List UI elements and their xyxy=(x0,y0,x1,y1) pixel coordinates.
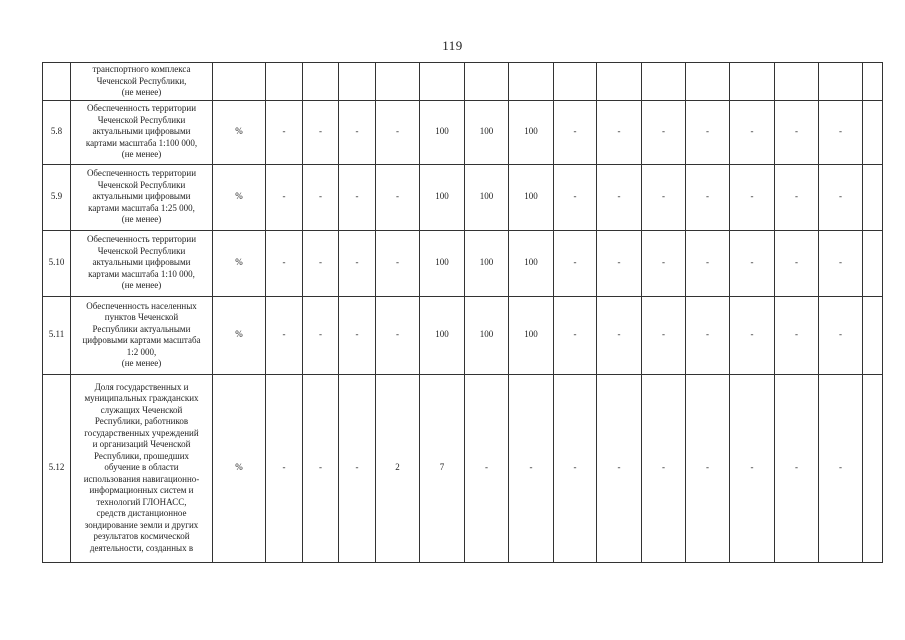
unit-cell: % xyxy=(213,296,266,374)
value-cell: - xyxy=(303,374,339,562)
value-cell: - xyxy=(554,230,597,296)
value-cell: - xyxy=(376,296,420,374)
row-number-cell: 5.10 xyxy=(43,230,71,296)
table-row xyxy=(43,230,883,296)
value-cell: - xyxy=(819,100,863,164)
value-cell: - xyxy=(597,374,642,562)
value-cell xyxy=(376,63,420,101)
value-cell: - xyxy=(819,230,863,296)
value-cell: 7 xyxy=(420,374,465,562)
unit-cell: % xyxy=(213,100,266,164)
table-row xyxy=(43,296,883,374)
value-cell: - xyxy=(642,296,686,374)
value-cell xyxy=(554,63,597,101)
value-cell xyxy=(339,63,376,101)
value-cell xyxy=(775,63,819,101)
row-number-cell: 5.12 xyxy=(43,374,71,562)
value-cell xyxy=(597,63,642,101)
value-cell: 100 xyxy=(465,230,509,296)
value-cell xyxy=(420,63,465,101)
value-cell: - xyxy=(775,374,819,562)
value-cell: - xyxy=(775,230,819,296)
value-cell xyxy=(863,100,883,164)
value-cell: - xyxy=(686,164,730,230)
value-cell: - xyxy=(642,374,686,562)
indicator-name-cell: Доля государственных и муниципальных гражданских служащих Чеченской Республики, работников государственных учреждений и организаций Чеченской Республики, прошедших обучение в области использования навигационно- информационных систем и технологий ГЛОНАСС, средств дистанционное зондирование земли и других результатов космической деятельности, созданных в xyxy=(71,374,213,562)
table-row xyxy=(43,374,883,562)
value-cell: - xyxy=(376,230,420,296)
value-cell: - xyxy=(554,100,597,164)
value-cell: 100 xyxy=(465,296,509,374)
value-cell: - xyxy=(686,374,730,562)
value-cell: - xyxy=(597,164,642,230)
indicator-name-cell: Обеспеченность территории Чеченской Республики актуальными цифровыми картами масштаба 1:10 000, (не менее) xyxy=(71,230,213,296)
value-cell: - xyxy=(597,100,642,164)
value-cell: 100 xyxy=(420,164,465,230)
value-cell: - xyxy=(597,230,642,296)
value-cell: - xyxy=(554,374,597,562)
row-number-cell xyxy=(43,63,71,101)
value-cell: - xyxy=(509,374,554,562)
value-cell: - xyxy=(266,230,303,296)
indicators-table xyxy=(42,62,883,563)
value-cell: 2 xyxy=(376,374,420,562)
value-cell: 100 xyxy=(509,164,554,230)
value-cell: - xyxy=(730,374,775,562)
row-number-cell: 5.11 xyxy=(43,296,71,374)
value-cell: - xyxy=(303,296,339,374)
value-cell: - xyxy=(819,374,863,562)
table-row xyxy=(43,63,883,101)
value-cell: - xyxy=(376,164,420,230)
value-cell xyxy=(863,296,883,374)
value-cell xyxy=(819,63,863,101)
indicator-name-cell: Обеспеченность территории Чеченской Республики актуальными цифровыми картами масштаба 1:25 000, (не менее) xyxy=(71,164,213,230)
value-cell: - xyxy=(303,164,339,230)
value-cell: - xyxy=(819,296,863,374)
value-cell xyxy=(730,63,775,101)
value-cell xyxy=(863,63,883,101)
value-cell: - xyxy=(266,374,303,562)
indicator-name-cell: транспортного комплекса Чеченской Республики, (не менее) xyxy=(71,63,213,101)
value-cell xyxy=(863,230,883,296)
value-cell: - xyxy=(730,230,775,296)
value-cell: - xyxy=(775,296,819,374)
value-cell xyxy=(266,63,303,101)
value-cell: 100 xyxy=(465,100,509,164)
value-cell: - xyxy=(642,164,686,230)
value-cell xyxy=(863,374,883,562)
value-cell: - xyxy=(266,100,303,164)
value-cell: - xyxy=(339,164,376,230)
value-cell: - xyxy=(339,374,376,562)
value-cell: 100 xyxy=(509,230,554,296)
indicator-name-cell: Обеспеченность населенных пунктов Чеченской Республики актуальными цифровыми картами масштаба 1:2 000, (не менее) xyxy=(71,296,213,374)
row-number-cell: 5.9 xyxy=(43,164,71,230)
value-cell: - xyxy=(303,100,339,164)
value-cell xyxy=(863,164,883,230)
value-cell: - xyxy=(554,296,597,374)
value-cell: - xyxy=(686,296,730,374)
value-cell: - xyxy=(730,296,775,374)
value-cell xyxy=(465,63,509,101)
value-cell: - xyxy=(597,296,642,374)
value-cell: - xyxy=(686,230,730,296)
value-cell: - xyxy=(266,296,303,374)
value-cell: - xyxy=(554,164,597,230)
value-cell: - xyxy=(339,296,376,374)
value-cell: - xyxy=(266,164,303,230)
value-cell xyxy=(686,63,730,101)
value-cell: 100 xyxy=(509,100,554,164)
unit-cell: % xyxy=(213,374,266,562)
table-row xyxy=(43,164,883,230)
value-cell: - xyxy=(819,164,863,230)
value-cell xyxy=(509,63,554,101)
value-cell: - xyxy=(642,100,686,164)
row-number-cell: 5.8 xyxy=(43,100,71,164)
value-cell: - xyxy=(730,100,775,164)
value-cell: 100 xyxy=(420,230,465,296)
value-cell: 100 xyxy=(509,296,554,374)
unit-cell: % xyxy=(213,164,266,230)
table-row xyxy=(43,100,883,164)
value-cell xyxy=(303,63,339,101)
value-cell: - xyxy=(303,230,339,296)
value-cell: - xyxy=(686,100,730,164)
value-cell: - xyxy=(642,230,686,296)
value-cell: - xyxy=(339,100,376,164)
value-cell: - xyxy=(339,230,376,296)
value-cell xyxy=(642,63,686,101)
value-cell: 100 xyxy=(420,296,465,374)
value-cell: - xyxy=(465,374,509,562)
unit-cell: % xyxy=(213,230,266,296)
value-cell: - xyxy=(730,164,775,230)
value-cell: 100 xyxy=(420,100,465,164)
indicator-name-cell: Обеспеченность территории Чеченской Республики актуальными цифровыми картами масштаба 1:100 000, (не менее) xyxy=(71,100,213,164)
value-cell: - xyxy=(775,100,819,164)
unit-cell xyxy=(213,63,266,101)
value-cell: 100 xyxy=(465,164,509,230)
value-cell: - xyxy=(775,164,819,230)
value-cell: - xyxy=(376,100,420,164)
page-number: 119 xyxy=(442,38,463,53)
